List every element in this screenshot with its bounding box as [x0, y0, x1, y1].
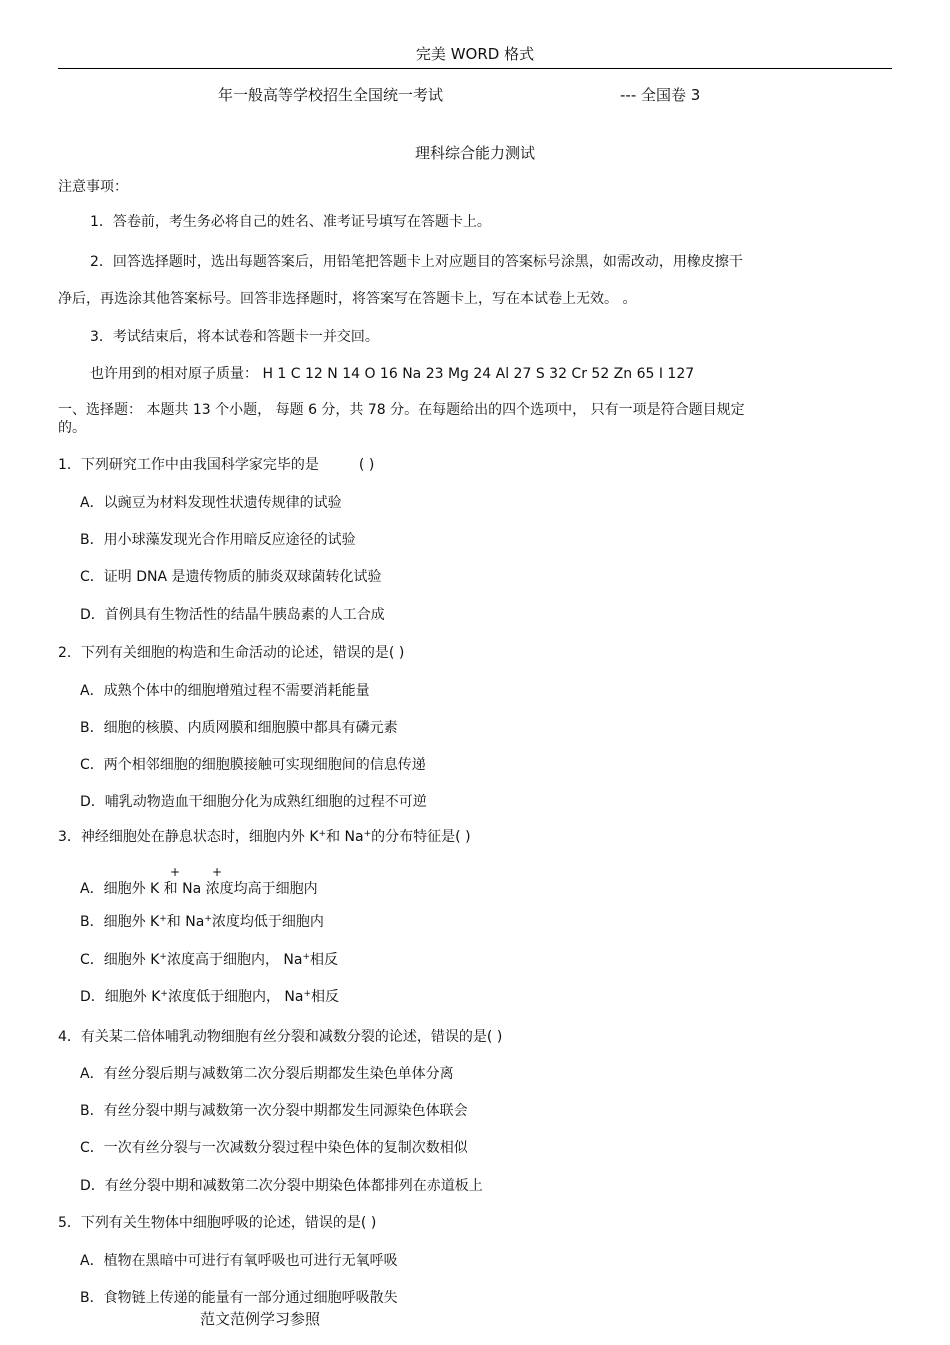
option-text: 浓度均低于细胞内 — [211, 914, 324, 930]
option-text: 浓度高于细胞内， Na — [166, 952, 303, 968]
option-a-superscript-na: + — [212, 865, 223, 879]
option-text: 相反 — [310, 952, 339, 968]
note-item-2-line-2: 净后，再选涂其他答案标号。回答非选择题时，将答案写在答题卡上，写在本试卷上无效。 。 — [58, 291, 637, 307]
question-2-option-c: C．两个相邻细胞的细胞膜接触可实现细胞间的信息传递 — [80, 757, 426, 773]
question-1-option-a: A．以豌豆为材料发现性状遗传规律的试验 — [80, 495, 342, 511]
question-4-option-d: D．有丝分裂中期和减数第二次分裂中期染色体都排列在赤道板上 — [80, 1178, 483, 1194]
question-4-answer-blank: ( ) — [486, 1029, 503, 1045]
superscript-plus: + — [204, 914, 212, 924]
question-2-option-a: A．成熟个体中的细胞增殖过程不需要消耗能量 — [80, 683, 370, 699]
question-2-stem — [58, 646, 404, 660]
superscript-plus: + — [302, 952, 311, 962]
question-2-option-b: B．细胞的核膜、内质网膜和细胞膜中都具有磷元素 — [80, 720, 398, 736]
question-3-text-a: 3．神经细胞处在静息状态时，细胞内外 K — [58, 829, 319, 845]
question-4-option-b: B．有丝分裂中期与减数第一次分裂中期都发生同源染色体联会 — [80, 1103, 468, 1119]
question-1-text: 1．下列研究工作中由我国科学家完毕的是 — [58, 457, 319, 473]
question-1-option-d: D．首例具有生物活性的结晶牛胰岛素的人工合成 — [80, 607, 385, 623]
option-text: D．细胞外 K — [80, 989, 161, 1005]
question-5-stem — [58, 1216, 376, 1230]
option-text: C．细胞外 K — [80, 952, 160, 968]
question-3-option-b — [80, 915, 324, 929]
question-1-option-c: C．证明 DNA 是遗传物质的肺炎双球菌转化试验 — [80, 569, 382, 585]
question-2-answer-blank: ( ) — [388, 645, 405, 661]
header-rule — [58, 68, 892, 69]
question-3-option-a: A．细胞外 K 和 Na 浓度均高于细胞内 — [80, 881, 318, 897]
question-3-answer-blank: ( ) — [455, 829, 471, 845]
option-text: 浓度低于细胞内， Na — [167, 989, 304, 1005]
question-4-option-c: C．一次有丝分裂与一次减数分裂过程中染色体的复制次数相似 — [80, 1140, 468, 1156]
question-4-stem — [58, 1030, 502, 1044]
exam-paper-label: --- 全国卷 3 — [620, 86, 701, 104]
question-1-stem — [58, 458, 374, 472]
page-header-title: 完美 WORD 格式 — [415, 45, 535, 63]
superscript-plus: + — [303, 989, 312, 999]
question-5-text: 5．下列有关生物体中细胞呼吸的论述，错误的是 — [58, 1215, 361, 1231]
option-text: B．细胞外 K — [80, 914, 160, 930]
question-1-answer-blank: ( ) — [358, 457, 375, 473]
question-2-text: 2．下列有关细胞的构造和生命活动的论述，错误的是 — [58, 645, 389, 661]
notes-heading: 注意事项： — [58, 179, 128, 195]
note-item-2-line-1: 2．回答选择题时，选出每题答案后，用铅笔把答题卡上对应题目的答案标号涂黑，如需改动，用橡皮擦干 — [90, 254, 743, 270]
superscript-plus: + — [159, 952, 167, 962]
question-1-option-b: B．用小球藻发现光合作用暗反应途径的试验 — [80, 532, 356, 548]
question-3-text-b: 和 Na — [326, 829, 364, 845]
question-5-option-b: B．食物链上传递的能量有一部分通过细胞呼吸散失 — [80, 1290, 398, 1306]
note-item-1: 1．答卷前，考生务必将自己的姓名、准考证号填写在答题卡上。 — [90, 214, 491, 230]
question-3-option-d — [80, 990, 339, 1004]
question-5-answer-blank: ( ) — [360, 1215, 377, 1231]
note-item-3: 3．考试结束后，将本试卷和答题卡一并交回。 — [90, 329, 379, 345]
section-1-heading-cont: 的。 — [58, 420, 86, 436]
question-4-text: 4．有关某二倍体哺乳动物细胞有丝分裂和减数分裂的论述，错误的是 — [58, 1029, 487, 1045]
superscript-plus: + — [159, 914, 167, 924]
question-3-option-c — [80, 953, 338, 967]
question-3-text-c: 的分布特征是 — [371, 829, 456, 845]
exam-subject: 理科综合能力测试 — [414, 144, 535, 162]
page-footer: 范文范例学习参照 — [200, 1310, 321, 1328]
section-1-heading: 一、选择题： 本题共 13 个小题， 每题 6 分，共 78 分。在每题给出的四个选项中， 只有一项是符合题目规定 — [58, 402, 745, 418]
superscript-plus: + — [318, 829, 327, 839]
option-a-superscript-k: + — [170, 865, 181, 879]
exam-title: 年一般高等学校招生全国统一考试 — [218, 86, 444, 104]
superscript-plus: + — [160, 989, 168, 999]
option-text: 相反 — [311, 989, 340, 1005]
atomic-mass-line: 也许用到的相对原子质量： H 1 C 12 N 14 O 16 Na 23 Mg 24 Al 27 S 32 Cr 52 Zn 65 I 127 — [90, 366, 695, 382]
superscript-plus: + — [363, 829, 372, 839]
question-4-option-a: A．有丝分裂后期与减数第二次分裂后期都发生染色单体分离 — [80, 1066, 454, 1082]
question-2-option-d: D．哺乳动物造血干细胞分化为成熟红细胞的过程不可逆 — [80, 794, 427, 810]
question-5-option-a: A．植物在黑暗中可进行有氧呼吸也可进行无氧呼吸 — [80, 1253, 398, 1269]
question-3-stem — [58, 830, 471, 844]
option-text: 和 Na — [166, 914, 205, 930]
